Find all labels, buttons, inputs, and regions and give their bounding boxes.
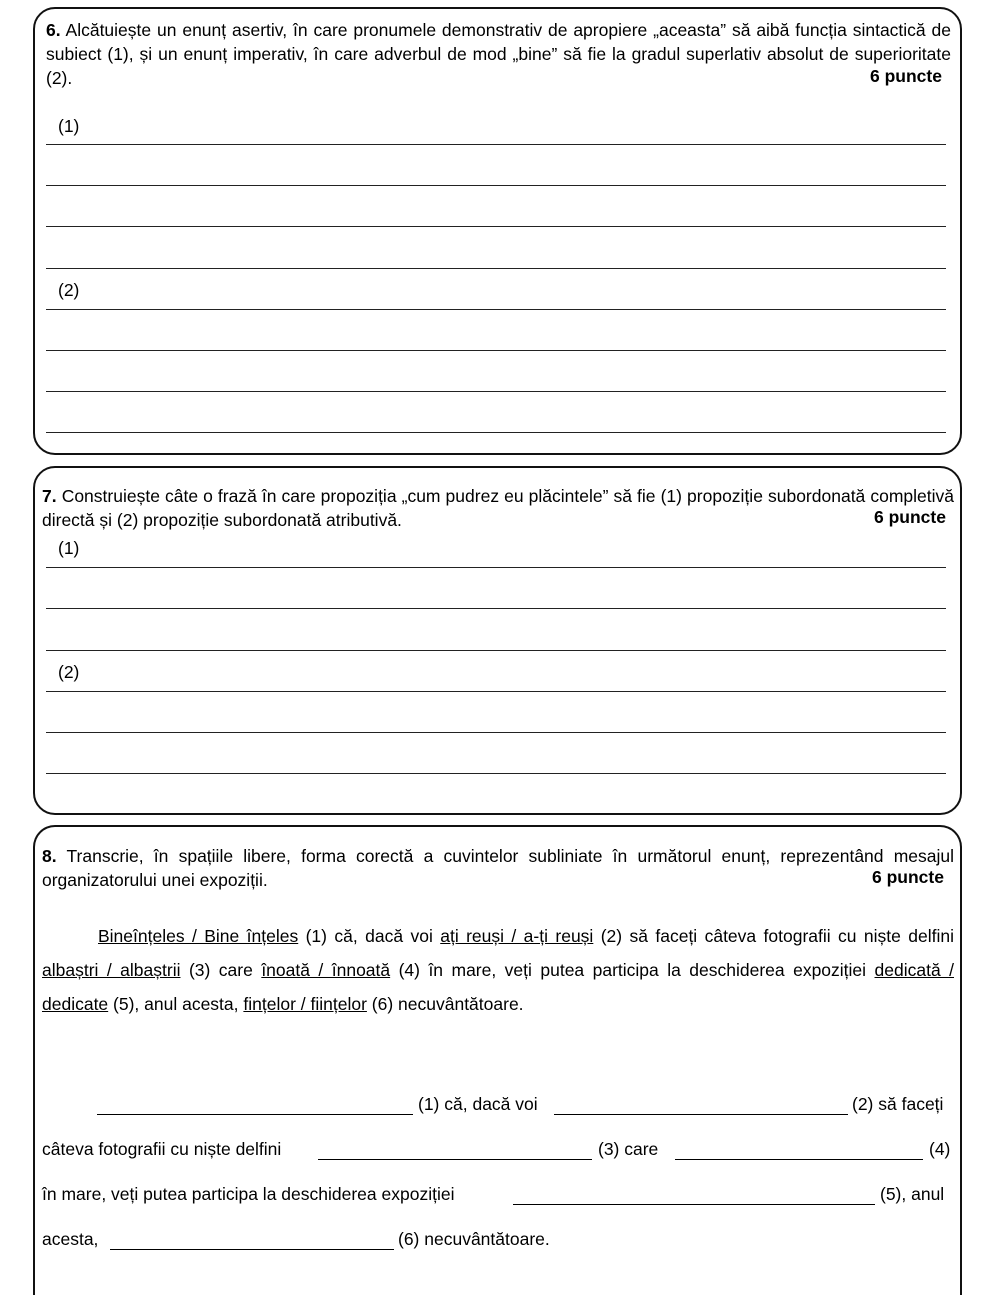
answer-line[interactable] xyxy=(46,391,946,392)
underlined-word-4: înoată / înnoată xyxy=(261,960,391,980)
fill-text-d1: acesta, xyxy=(42,1229,99,1249)
answer-line[interactable] xyxy=(46,650,946,651)
fill-text-a2: (2) să faceți xyxy=(852,1094,944,1114)
question-6-points: 6 puncte xyxy=(870,66,942,86)
answer-line[interactable] xyxy=(46,309,946,310)
fill-text-b2: (3) care xyxy=(598,1139,659,1159)
answer-7-label-1: (1) xyxy=(58,538,80,558)
sentence-text: (4) în mare, veți putea participa la deschiderea expoziției xyxy=(390,960,875,980)
answer-line[interactable] xyxy=(46,268,946,269)
answer-line[interactable] xyxy=(46,350,946,351)
underlined-word-3: albaștri / albaștrii xyxy=(42,960,181,980)
underlined-word-6: fințelor / ființelor xyxy=(243,994,367,1014)
question-7-text xyxy=(42,484,954,532)
question-8-prompt: Transcrie, în spațiile libere, forma corectă a cuvintelor subliniate în următorul enunț, reprezentând mesajul organizatorului unei expoziții. xyxy=(42,846,954,890)
blank-3[interactable] xyxy=(318,1143,592,1160)
underlined-word-5: dedicată / dedicate xyxy=(42,960,954,1014)
fill-text-a1: (1) că, dacă voi xyxy=(418,1094,538,1114)
fill-text-c2: (5), anul xyxy=(880,1184,945,1204)
question-8-sentence xyxy=(42,919,954,1021)
answer-line[interactable] xyxy=(46,567,946,568)
fill-text-d2: (6) necuvântătoare. xyxy=(398,1229,550,1249)
answer-line[interactable] xyxy=(46,691,946,692)
answer-7-label-2: (2) xyxy=(58,662,80,682)
underlined-word-2: ați reuși / a-ți reuși xyxy=(440,926,594,946)
underlined-word-1: Bineînțeles / Bine înțeles xyxy=(98,926,299,946)
question-8-points: 6 puncte xyxy=(872,867,944,887)
question-8-number: 8. xyxy=(42,846,57,866)
blank-4[interactable] xyxy=(675,1143,923,1160)
question-6-number: 6. xyxy=(46,20,61,40)
blank-6[interactable] xyxy=(110,1233,394,1250)
blank-1[interactable] xyxy=(97,1098,413,1115)
sentence-text: (5), anul acesta, xyxy=(108,994,244,1014)
answer-line[interactable] xyxy=(46,144,946,145)
answer-6-label-1: (1) xyxy=(58,116,80,136)
question-8-text xyxy=(42,844,954,892)
question-7-prompt: Construiește câte o frază în care propoziția „cum pudrez eu plăcintele” să fie (1) propoziție subordonată completivă directă și (2) propoziție subordonată atributivă. xyxy=(42,486,954,530)
fill-text-b3: (4) xyxy=(929,1139,951,1159)
question-7-number: 7. xyxy=(42,486,57,506)
answer-line[interactable] xyxy=(46,226,946,227)
answer-line[interactable] xyxy=(46,432,946,433)
fill-text-b1: câteva fotografii cu niște delfini xyxy=(42,1139,282,1159)
sentence-text: (1) că, dacă voi xyxy=(298,926,441,946)
question-6-text xyxy=(46,18,951,90)
question-8-box xyxy=(33,825,962,1295)
question-6-prompt: Alcătuiește un enunț asertiv, în care pronumele demonstrativ de apropiere „aceasta” să aibă funcția sintactică de subiect (1), și un enunț imperativ, în care adverbul de mod „bine” să fie la gradul superlativ absolut de superioritate (2). xyxy=(46,20,951,88)
fill-text-c1: în mare, veți putea participa la deschiderea expoziției xyxy=(42,1184,455,1204)
blank-5[interactable] xyxy=(513,1188,875,1205)
answer-line[interactable] xyxy=(46,773,946,774)
answer-6-label-2: (2) xyxy=(58,280,80,300)
question-7-points: 6 puncte xyxy=(874,507,946,527)
blank-2[interactable] xyxy=(554,1098,848,1115)
sentence-text: (3) care xyxy=(180,960,262,980)
sentence-text: (6) necuvântătoare. xyxy=(366,994,524,1014)
answer-line[interactable] xyxy=(46,608,946,609)
answer-line[interactable] xyxy=(46,732,946,733)
sentence-text: (2) să faceți câteva fotografii cu niște delfini xyxy=(593,926,955,946)
answer-line[interactable] xyxy=(46,185,946,186)
